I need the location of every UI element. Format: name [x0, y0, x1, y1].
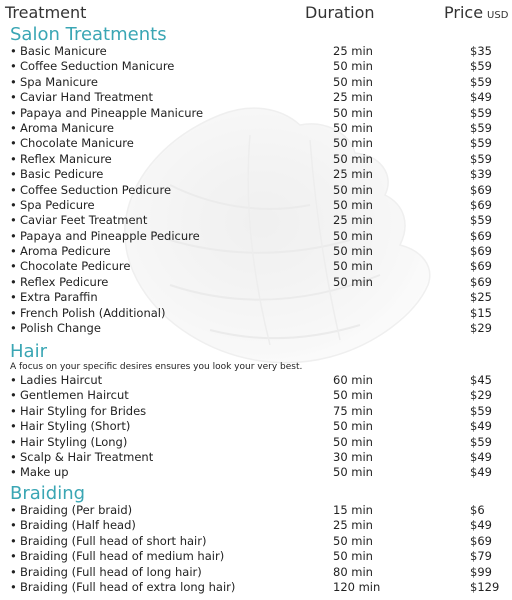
treatment-column-header: Treatment — [5, 3, 87, 22]
service-price: $59 — [470, 403, 492, 418]
service-price: $59 — [470, 434, 492, 449]
service-name: Chocolate Pedicure — [20, 259, 131, 274]
table-header — [0, 3, 512, 25]
service-row — [0, 435, 512, 450]
service-name: Reflex Manicure — [20, 151, 112, 166]
service-row — [0, 259, 512, 274]
service-row — [0, 90, 512, 105]
service-price: $59 — [470, 74, 492, 89]
service-name: Coffee Seduction Manicure — [20, 59, 175, 74]
service-duration: 50 min — [333, 259, 373, 274]
section-braiding — [0, 484, 512, 595]
service-price: $69 — [470, 274, 492, 289]
service-row — [0, 549, 512, 564]
service-row — [0, 75, 512, 90]
service-price: $59 — [470, 120, 492, 135]
bullet-icon: • — [10, 197, 17, 212]
service-list — [0, 373, 512, 481]
bullet-icon: • — [10, 579, 17, 594]
service-duration: 120 min — [333, 579, 381, 594]
bullet-icon: • — [10, 465, 17, 480]
bullet-icon: • — [10, 403, 17, 418]
service-name: Basic Manicure — [20, 44, 107, 58]
section-salon-treatments — [0, 25, 512, 336]
bullet-icon: • — [10, 136, 17, 151]
service-price: $69 — [470, 533, 492, 548]
bullet-icon: • — [10, 274, 17, 289]
service-row — [0, 518, 512, 533]
service-name: Caviar Hand Treatment — [20, 90, 153, 105]
service-duration: 50 min — [333, 244, 373, 259]
service-name: Braiding (Per braid) — [20, 503, 133, 517]
service-duration: 25 min — [333, 167, 373, 182]
service-row — [0, 136, 512, 151]
bullet-icon: • — [10, 167, 17, 182]
service-name: Hair Styling (Long) — [20, 434, 128, 449]
service-row — [0, 167, 512, 182]
service-row — [0, 121, 512, 136]
service-name: French Polish (Additional) — [20, 305, 166, 320]
service-name: Ladies Haircut — [20, 373, 103, 387]
service-name: Aroma Pedicure — [20, 244, 111, 259]
service-row — [0, 183, 512, 198]
service-row — [0, 373, 512, 388]
bullet-icon: • — [10, 388, 17, 403]
bullet-icon: • — [10, 74, 17, 89]
service-price: $69 — [470, 182, 492, 197]
service-name: Papaya and Pineapple Pedicure — [20, 228, 200, 243]
service-name: Spa Manicure — [20, 74, 98, 89]
service-price: $59 — [470, 105, 492, 120]
bullet-icon: • — [10, 182, 17, 197]
service-name: Hair Styling for Brides — [20, 403, 147, 418]
bullet-icon: • — [10, 549, 17, 564]
service-price: $59 — [470, 213, 492, 228]
service-price: $35 — [470, 44, 492, 58]
service-duration: 25 min — [333, 44, 373, 58]
service-price: $49 — [470, 449, 492, 464]
service-price: $99 — [470, 564, 492, 579]
service-row — [0, 244, 512, 259]
service-row — [0, 565, 512, 580]
price-column-label: Price — [444, 3, 484, 22]
service-price: $25 — [470, 290, 492, 305]
service-duration: 30 min — [333, 449, 373, 464]
service-duration: 60 min — [333, 373, 373, 387]
service-price: $69 — [470, 197, 492, 212]
bullet-icon: • — [10, 244, 17, 259]
bullet-icon: • — [10, 228, 17, 243]
service-price: $29 — [470, 321, 492, 336]
bullet-icon: • — [10, 419, 17, 434]
service-duration: 50 min — [333, 105, 373, 120]
bullet-icon: • — [10, 44, 17, 58]
service-duration: 50 min — [333, 136, 373, 151]
service-price: $59 — [470, 59, 492, 74]
service-duration: 15 min — [333, 503, 373, 517]
service-name: Chocolate Manicure — [20, 136, 134, 151]
bullet-icon: • — [10, 120, 17, 135]
service-duration: 50 min — [333, 533, 373, 548]
service-name: Polish Change — [20, 321, 101, 336]
service-list — [0, 503, 512, 595]
service-name: Scalp & Hair Treatment — [20, 449, 154, 464]
service-price: $6 — [470, 503, 485, 517]
service-price: $39 — [470, 167, 492, 182]
service-row — [0, 419, 512, 434]
service-row — [0, 388, 512, 403]
service-name: Basic Pedicure — [20, 167, 104, 182]
service-row — [0, 275, 512, 290]
duration-column-header: Duration — [305, 3, 375, 22]
service-row — [0, 306, 512, 321]
service-name: Extra Paraffin — [20, 290, 98, 305]
bullet-icon: • — [10, 321, 17, 336]
service-duration: 50 min — [333, 419, 373, 434]
bullet-icon: • — [10, 305, 17, 320]
service-name: Braiding (Full head of short hair) — [20, 533, 207, 548]
service-row — [0, 465, 512, 480]
service-price: $49 — [470, 90, 492, 105]
service-price: $69 — [470, 244, 492, 259]
service-name: Gentlemen Haircut — [20, 388, 129, 403]
service-name: Make up — [20, 465, 69, 480]
service-name: Caviar Feet Treatment — [20, 213, 148, 228]
service-price: $129 — [470, 579, 500, 594]
section-description: A focus on your specific desires ensures you look your very best. — [10, 362, 303, 372]
service-row — [0, 44, 512, 59]
service-price: $49 — [470, 518, 492, 533]
service-price: $29 — [470, 388, 492, 403]
service-name: Hair Styling (Short) — [20, 419, 131, 434]
service-duration: 50 min — [333, 151, 373, 166]
service-duration: 25 min — [333, 90, 373, 105]
service-price: $49 — [470, 419, 492, 434]
service-row — [0, 198, 512, 213]
service-duration: 50 min — [333, 465, 373, 480]
bullet-icon: • — [10, 59, 17, 74]
service-duration: 50 min — [333, 120, 373, 135]
service-name: Braiding (Full head of extra long hair) — [20, 579, 236, 594]
service-name: Braiding (Full head of long hair) — [20, 564, 202, 579]
service-duration: 50 min — [333, 434, 373, 449]
service-name: Braiding (Half head) — [20, 518, 136, 533]
currency-label: USD — [487, 10, 509, 21]
service-name: Coffee Seduction Pedicure — [20, 182, 172, 197]
service-duration: 50 min — [333, 549, 373, 564]
service-row — [0, 534, 512, 549]
service-duration: 25 min — [333, 213, 373, 228]
service-duration: 80 min — [333, 564, 373, 579]
service-duration: 25 min — [333, 518, 373, 533]
service-price: $69 — [470, 228, 492, 243]
section-title: Salon Treatments — [10, 24, 167, 45]
service-price: $15 — [470, 305, 492, 320]
bullet-icon: • — [10, 90, 17, 105]
service-duration: 75 min — [333, 403, 373, 418]
section-hair — [0, 342, 512, 481]
service-duration: 50 min — [333, 388, 373, 403]
price-column-header — [444, 3, 508, 22]
bullet-icon: • — [10, 259, 17, 274]
service-duration: 50 min — [333, 228, 373, 243]
bullet-icon: • — [10, 213, 17, 228]
service-price: $79 — [470, 549, 492, 564]
bullet-icon: • — [10, 503, 17, 517]
service-row — [0, 106, 512, 121]
service-row — [0, 229, 512, 244]
service-duration: 50 min — [333, 59, 373, 74]
section-title: Braiding — [10, 483, 86, 504]
service-row — [0, 450, 512, 465]
service-row — [0, 213, 512, 228]
bullet-icon: • — [10, 533, 17, 548]
service-row — [0, 580, 512, 595]
bullet-icon: • — [10, 518, 17, 533]
service-name: Papaya and Pineapple Manicure — [20, 105, 204, 120]
service-price: $59 — [470, 151, 492, 166]
service-price: $69 — [470, 259, 492, 274]
service-name: Reflex Pedicure — [20, 274, 109, 289]
bullet-icon: • — [10, 105, 17, 120]
bullet-icon: • — [10, 373, 17, 387]
service-duration: 50 min — [333, 182, 373, 197]
service-duration: 50 min — [333, 197, 373, 212]
bullet-icon: • — [10, 151, 17, 166]
bullet-icon: • — [10, 434, 17, 449]
bullet-icon: • — [10, 564, 17, 579]
service-name: Aroma Manicure — [20, 120, 114, 135]
service-row — [0, 290, 512, 305]
service-price: $49 — [470, 465, 492, 480]
service-price: $45 — [470, 373, 492, 387]
service-row — [0, 321, 512, 336]
bullet-icon: • — [10, 290, 17, 305]
service-row — [0, 59, 512, 74]
service-price: $59 — [470, 136, 492, 151]
service-row — [0, 503, 512, 518]
service-list — [0, 44, 512, 336]
service-row — [0, 404, 512, 419]
section-title: Hair — [10, 341, 47, 362]
service-duration: 50 min — [333, 74, 373, 89]
bullet-icon: • — [10, 449, 17, 464]
service-duration: 50 min — [333, 274, 373, 289]
service-name: Braiding (Full head of medium hair) — [20, 549, 225, 564]
service-name: Spa Pedicure — [20, 197, 95, 212]
service-row — [0, 152, 512, 167]
